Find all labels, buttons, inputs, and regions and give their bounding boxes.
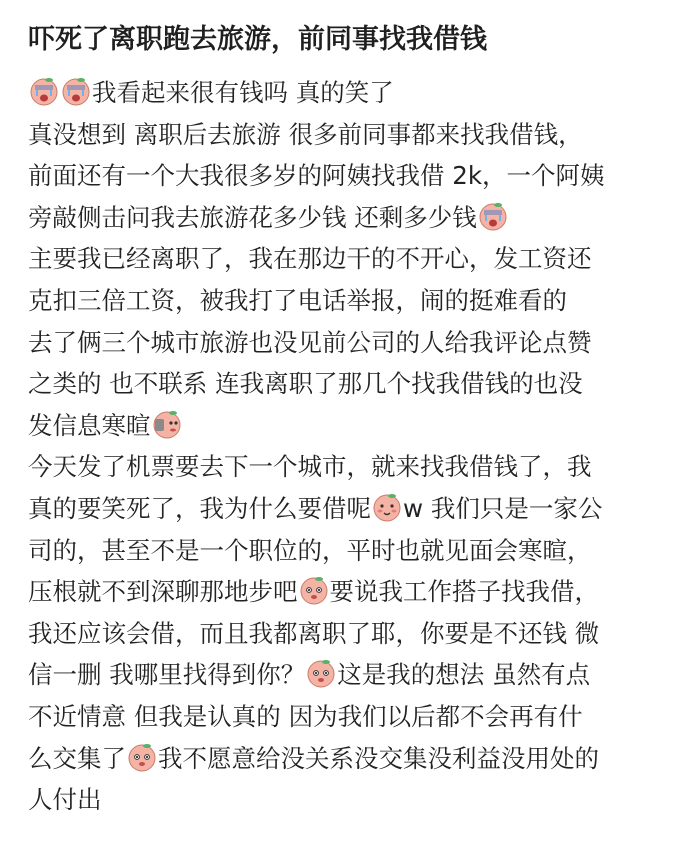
body-line-text: 之类的 也不联系 连我离职了那几个找我借钱的也没 xyxy=(28,369,583,399)
shy-face-icon xyxy=(372,492,402,522)
body-line xyxy=(28,114,678,156)
body-line xyxy=(28,155,678,197)
peeking-face-icon xyxy=(152,409,182,439)
body-line-text: 我还应该会借，而且我都离职了耶，你要是不还钱 微 xyxy=(28,618,600,648)
body-line-text: 我看起来很有钱吗 真的笑了 xyxy=(92,78,394,107)
pleading-face-icon xyxy=(299,575,329,605)
body-line-text: 不近情意 但我是认真的 因为我们以后都不会再有什 xyxy=(28,701,583,731)
body-line xyxy=(28,72,678,114)
body-line-text: 前面还有一个大我很多岁的阿姨找我借 2k，一个阿姨 xyxy=(28,161,605,191)
body-line xyxy=(28,488,678,530)
body-line-text: 发信息寒暄 xyxy=(28,410,151,440)
body-line-text: 压根就不到深聊那地步吧 xyxy=(28,577,298,607)
post-title: 吓死了离职跑去旅游，前同事找我借钱 xyxy=(28,24,487,55)
body-line-text: 真没想到 离职后去旅游 很多前同事都来找我借钱， xyxy=(28,119,583,149)
body-line xyxy=(28,654,678,696)
body-line-text: 去了俩三个城市旅游也没见前公司的人给我评论点赞 xyxy=(28,327,592,357)
body-line-text: 旁敲侧击问我去旅游花多少钱 还剩多少钱 xyxy=(28,202,477,232)
body-line-text: 要说我工作搭子找我借， xyxy=(329,577,599,607)
body-line xyxy=(28,322,678,364)
body-line-text: 我不愿意给没关系没交集没利益没用处的 xyxy=(158,743,599,773)
crying-face-icon xyxy=(61,76,91,106)
body-line-text: 司的，甚至不是一个职位的，平时也就见面会寒暄， xyxy=(28,535,592,565)
body-line xyxy=(28,405,678,447)
body-line xyxy=(28,779,678,821)
body-line xyxy=(28,613,678,655)
pleading-face-icon xyxy=(306,658,336,688)
body-line xyxy=(28,363,678,405)
body-line xyxy=(28,738,678,780)
body-line xyxy=(28,530,678,572)
body-line xyxy=(28,197,678,239)
body-line-text: 这是我的想法 虽然有点 xyxy=(337,660,591,690)
body-line xyxy=(28,571,678,613)
body-line-text: 人付出 xyxy=(28,785,102,815)
post-body xyxy=(28,72,678,821)
body-line-text: 么交集了 xyxy=(28,743,126,773)
pleading-face-icon xyxy=(127,742,157,772)
body-line xyxy=(28,280,678,322)
body-line-text: 今天发了机票要去下一个城市，就来找我借钱了，我 xyxy=(28,452,592,482)
body-line xyxy=(28,446,678,488)
body-line-text: 真的要笑死了，我为什么要借呢 xyxy=(28,493,371,523)
crying-face-icon xyxy=(478,201,508,231)
body-line-text: w 我们只是一家公 xyxy=(403,493,603,523)
body-line xyxy=(28,238,678,280)
body-line-text: 信一删 我哪里找得到你？ xyxy=(28,660,306,690)
body-line-text: 主要我已经离职了，我在那边干的不开心，发工资还 xyxy=(28,244,592,274)
body-line-text: 克扣三倍工资，被我打了电话举报，闹的挺难看的 xyxy=(28,285,567,315)
crying-face-icon xyxy=(29,76,59,106)
body-line xyxy=(28,696,678,738)
